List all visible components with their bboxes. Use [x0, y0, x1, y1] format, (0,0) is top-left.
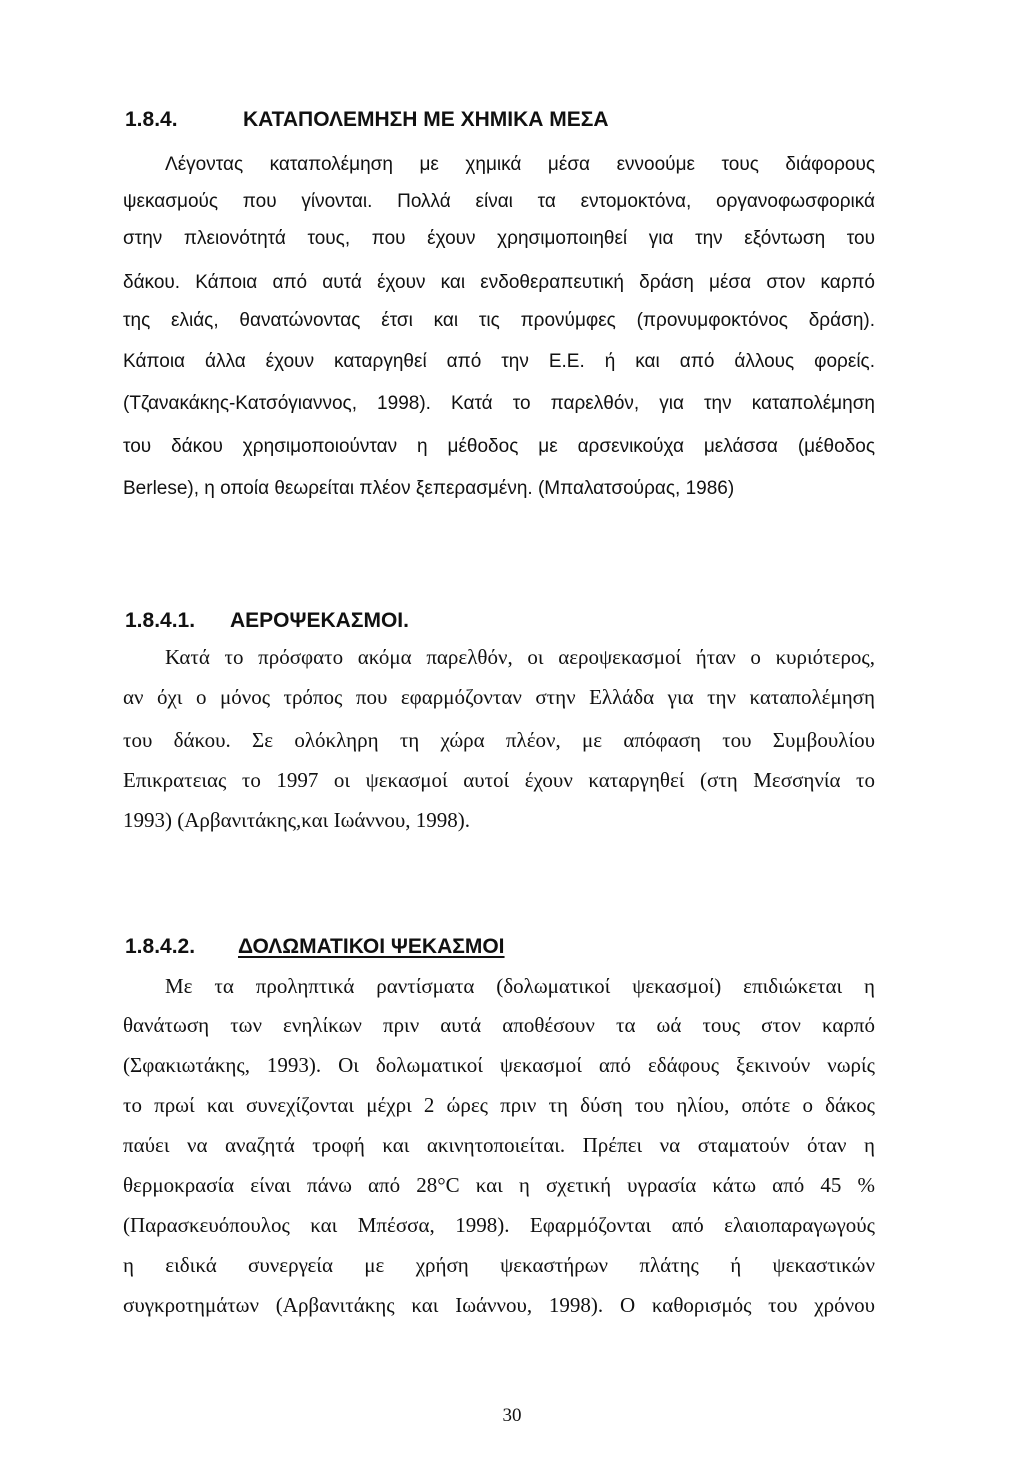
paragraph-line: του δάκου. Σε ολόκληρη τη χώρα πλέον, με απόφαση του Συμβουλίου — [123, 728, 875, 752]
paragraph-line: στην πλειονότητά τους, που έχουν χρησιμοποιηθεί για την εξόντωση του — [123, 228, 875, 249]
paragraph-line: η ειδικά συνεργεία με χρήση ψεκαστήρων πλάτης ή ψεκαστικών — [123, 1253, 875, 1277]
paragraph-line: ψεκασμούς που γίνονται. Πολλά είναι τα εντομοκτόνα, οργανοφωσφορικά — [123, 191, 875, 212]
paragraph-line: Κατά το πρόσφατο ακόμα παρελθόν, οι αεροψεκασμοί ήταν ο κυριότερος, — [165, 645, 875, 669]
paragraph-line: Berlese), η οποία θεωρείται πλέον ξεπερασμένη. (Μπαλατσούρας, 1986) — [123, 478, 735, 499]
paragraph-line: 1993) (Αρβανιτάκης,και Ιωάννου, 1998). — [123, 808, 471, 832]
paragraph-line: Επικρατειας το 1997 οι ψεκασμοί αυτοί έχουν καταργηθεί (στη Μεσσηνία το — [123, 768, 875, 792]
section-title: ΔΟΛΩΜΑΤΙΚΟΙ ΨΕΚΑΣΜΟΙ — [238, 935, 505, 958]
paragraph-line: Λέγοντας καταπολέμηση με χημικά μέσα εννοούμε τους διάφορους — [165, 154, 875, 175]
section-title: ΑΕΡΟΨΕΚΑΣΜΟΙ. — [230, 609, 409, 632]
paragraph-line: θερμοκρασία είναι πάνω από 28°C και η σχετική υγρασία κάτω από 45 % — [123, 1173, 875, 1197]
section-number: 1.8.4.2. — [125, 935, 196, 958]
section-number: 1.8.4. — [125, 108, 178, 131]
section-heading — [125, 935, 505, 959]
paragraph-line: το πρωί και συνεχίζονται μέχρι 2 ώρες πριν τη δύση του ηλίου, οπότε ο δάκος — [123, 1093, 875, 1117]
paragraph-line: της ελιάς, θανατώνοντας έτσι και τις προνύμφες (προνυμφοκτόνος δράση). — [123, 310, 875, 331]
paragraph-line: δάκου. Κάποια από αυτά έχουν και ενδοθεραπευτική δράση μέσα στον καρπό — [123, 272, 875, 293]
paragraph-line: (Τζανακάκης-Κατσόγιαννος, 1998). Κατά το παρελθόν, για την καταπολέμηση — [123, 393, 875, 414]
paragraph-line: (Σφακιωτάκης, 1993). Οι δολωματικοί ψεκασμοί από εδάφους ξεκινούν νωρίς — [123, 1053, 875, 1077]
paragraph-line: του δάκου χρησιμοποιούνταν η μέθοδος με αρσενικούχα μελάσσα (μέθοδος — [123, 436, 875, 457]
paragraph-line: θανάτωση των ενηλίκων πριν αυτά αποθέσουν τα ωά τους στον καρπό — [123, 1013, 875, 1037]
paragraph-line: (Παρασκευόπουλος και Μπέσσα, 1998). Εφαρμόζονται από ελαιοπαραγωγούς — [123, 1213, 875, 1237]
section-number: 1.8.4.1. — [125, 609, 196, 632]
paragraph-line: Με τα προληπτικά ραντίσματα (δολωματικοί ψεκασμοί) επιδιώκεται η — [165, 974, 875, 998]
page-number: 30 — [502, 1405, 522, 1426]
paragraph-line: παύει να αναζητά τροφή και ακινητοποιείται. Πρέπει να σταματούν όταν η — [123, 1133, 875, 1157]
paragraph-line: Κάποια άλλα έχουν καταργηθεί από την Ε.Ε. ή και από άλλους φορείς. — [123, 351, 875, 372]
section-heading — [125, 108, 609, 132]
section-title: ΚΑΤΑΠΟΛΕΜΗΣΗ ΜΕ ΧΗΜΙΚΑ ΜΕΣΑ — [243, 108, 609, 131]
paragraph-line: αν όχι ο μόνος τρόπος που εφαρμόζονταν στην Ελλάδα για την καταπολέμηση — [123, 685, 875, 709]
paragraph-line: συγκροτημάτων (Αρβανιτάκης και Ιωάννου, 1998). Ο καθορισμός του χρόνου — [123, 1293, 875, 1317]
section-heading — [125, 609, 409, 633]
